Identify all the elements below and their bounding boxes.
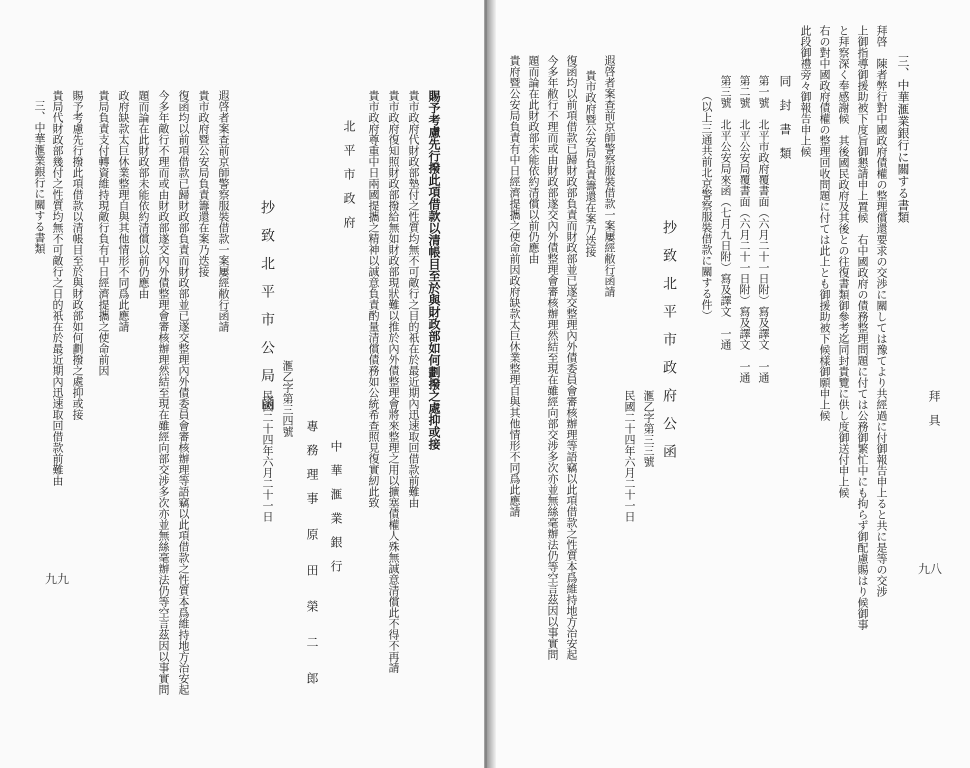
addressee: 北 平 市 政 府 [342, 120, 356, 228]
text-column: 賜予考慮先行撥此項借款以清帳目至於與財政部如何劃撥之處抑或接 [71, 90, 84, 420]
reference-number: 滙乙字第三四號 [281, 360, 294, 437]
sender-bank: 中 華 滙 業 銀 行 [329, 440, 343, 572]
text-column: 貴局負責支付轉資維持現敵行負有中日經濟提攜之使命前因 [97, 90, 110, 376]
enclosure-note: （以上三通共前北京警察服裝借款に關する件） [700, 90, 713, 321]
text-column: 題而論在此財政部未能依約清償以前仍應由 [527, 55, 540, 264]
text-column: 題而論在此財政部未能依約清償以前仍應由 [137, 90, 150, 299]
letter-date: 民國二十四年六月二十一日 [261, 390, 274, 522]
letter-date: 民國二十四年六月二十一日 [623, 390, 636, 522]
page-number: 九九 [45, 572, 70, 586]
text-column: 拜啓 陳者弊行對中國政府債權の整理償還要求の交渉に關しては豫てより共經過に付御報告申上ると共に是等の交涉 [875, 25, 888, 597]
text-column: 貴市政府復知照財政部撥給無如財政部現狀難以推於內外債整理會將來整理之用以擴塞債權人殊無誠意清償此不得不再請 [387, 90, 400, 673]
page-number: 九八 [918, 562, 943, 576]
text-column: 政府缺款太巨休業整理自與其他情形不同爲此應請 [117, 90, 130, 332]
text-column: 上御指導御援助被下度旨御懇請申上置候 右中國政府の債務整理問題に付ては公務御繁忙中にも拘らず御配慮賜はり候御事 [856, 25, 869, 630]
text-column: 貴市政府尊重中日兩國提攜之精神以誠意負責酌量清償債務如公統希查照見復實紉此致 [367, 90, 380, 508]
letter-header-title: 抄 致 北 平 市 政 府 公 函 [661, 220, 677, 458]
enclosure-item: 第三號 北平公安局來函（七月九日附）寫及譯文 一通 [719, 75, 732, 350]
text-column: 貴府暨公安局負責有中日經濟提攜之使命前因政府缺款太巨休業整理自與其他情形不同爲此應請 [508, 55, 521, 517]
left-page [0, 0, 484, 768]
text-column: 復函均以前項借款已歸財政部負責而財政部並已遂交整理內外債委員會審核辦理等語竊以此項借款之性質本爲維持地方治安起 [565, 55, 578, 660]
enclosure-item: 第二號 北平公安局覆書面（六月二十一日附）寫及譯文 一通 [738, 75, 751, 383]
text-column: 今多年敝行不理而或由財政部遂交內外債整理會審核辦理然結至現在雖經向部交涉多次亦並無絲毫辦法仍等空言茲因以事實問 [546, 55, 559, 660]
text-column: 今多年敵行不理而或由財政部遂交內外債整理會審核辦理然結至現在雖經向部交涉多次亦並無絲毫辦法仍等空言茲因以事實問 [157, 90, 170, 695]
signature: 拜 具 [927, 390, 941, 426]
text-column: 貴市政府暨公安局負責籌還在案乃迭接 [584, 70, 597, 257]
section-heading: 三、中華滙業銀行に關する書類 [896, 55, 910, 223]
text-column: 復函均以前項借款已歸財政部負責而財政部並已遂交整理內外債委員會審核辦理等語竊以此項借款之性質本爲維持地方治安起 [177, 90, 190, 695]
text-column: と拜察深く奉感謝候 其後國民政府及其後との往復書類御參考迄同封貴覽に供し度御送付申上候 [837, 25, 850, 498]
text-column: 貴市政府代財政部墊付之性質均無不可敵行之目的祇在於最近期內迅速取回借款前難由 [407, 90, 420, 508]
letter-header-title: 抄 致 北 平 市 公 局 函 [259, 200, 275, 410]
text-column: 賜予考慮先行撥此項借款以清帳目至於與財政部如何劃撥之處抑或接 [427, 90, 441, 450]
text-column: 貴局代財政部幾付之性質均無不可敵行之日的祇在於最近期內迅速取回借款前難由 [51, 90, 64, 486]
text-column: 遐啓者案查前京師警察服裝借款一案屢經敝行函請 [217, 90, 230, 332]
right-page [488, 0, 970, 768]
section-heading: 三、中華滙業銀行に關する書類 [33, 100, 46, 254]
text-column: 此段御禮旁々御報告申上候 [799, 25, 812, 157]
text-column: 貴市政府暨公安局負責籌還在案乃迭接 [197, 90, 210, 277]
text-column: 遐啓者案查前京師警察服裝借款一案屢經敝行函請 [603, 55, 616, 297]
reference-number: 滙乙字第三三號 [642, 390, 655, 467]
sender-name: 專 務 理 事 原 田 榮 二 郎 [305, 420, 319, 684]
enclosure-heading: 同 封 書 類 [778, 75, 792, 159]
text-column: 右の對中國政府債權の整理回收問題に付ては此上とも御援助被下候樣御願申上候 [818, 25, 831, 421]
enclosure-item: 第一號 北平市政府覆書面（六月二十一日附）寫及譯文 一通 [757, 75, 770, 383]
